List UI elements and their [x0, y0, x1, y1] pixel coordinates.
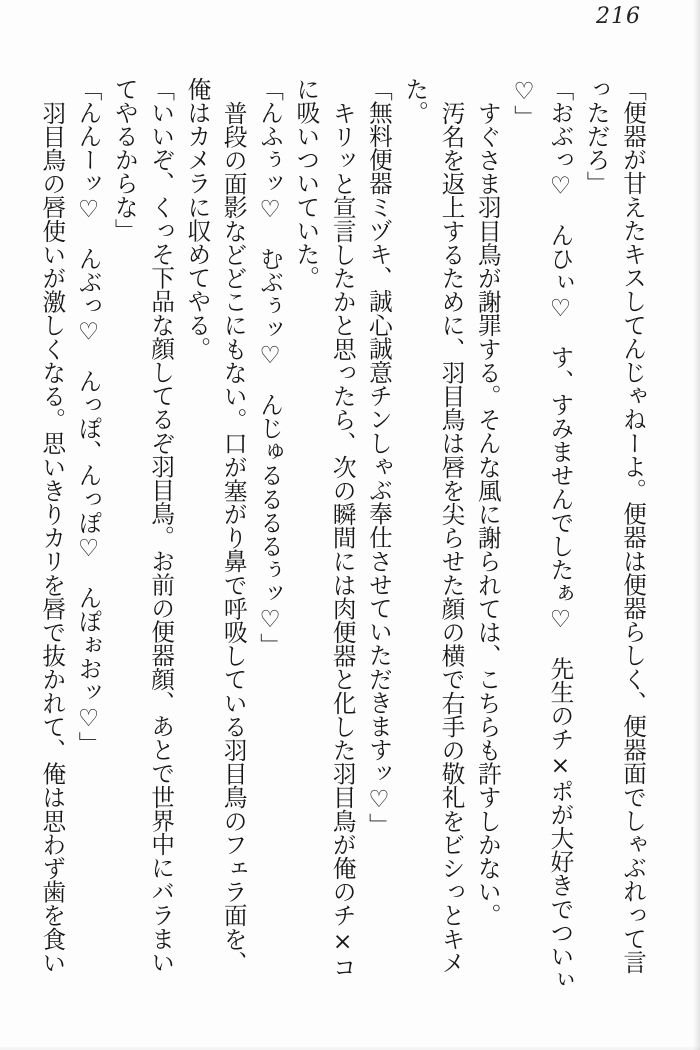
text-line: 「便器が甘えたキスしてんじゃねーよ。便器は便器らしく、便器面でしゃぶれって言	[619, 77, 647, 974]
text-line: 「おぶっ♡ んひぃ♡ す、すみませんでしたぁ♡ 先生のチ×ポが大好きでついぃ	[546, 77, 575, 992]
text-line: 普段の面影などどこにもない。口が塞がり鼻で呼吸している羽目鳥のフェラ面を、	[219, 100, 248, 974]
scan-edge-bottom	[0, 1046, 700, 1050]
text-line: 羽目鳥の唇使いが激しくなる。思いきりカリを唇で抜かれて、俺は思わず歯を食い	[38, 100, 67, 974]
text-line: 「んふぅッ♡ むぶぅッ♡ んじゅるるるるぅッ♡」	[256, 77, 285, 657]
text-line: 汚名を返上するために、羽目鳥は唇を尖らせた顔の横で右手の敬礼をビシっとキメ	[437, 100, 466, 974]
text-line: に吸いついていた。	[292, 77, 321, 290]
text-line: 「いいぞ、くっそ下品な顔してるぞ羽目鳥。お前の便器顔、あとで世界中にバラまい	[147, 77, 176, 974]
text-line: ♡」	[510, 77, 539, 129]
text-line: てやるからな」	[110, 77, 139, 243]
text-line: 俺はカメラに収めてやる。	[183, 77, 212, 361]
scan-edge-right	[693, 0, 700, 1050]
text-line: た。	[401, 77, 430, 125]
text-line: 「無料便器ミヅキ、誠心誠意チンしゃぶ奉仕させていただきますッ♡」	[364, 77, 393, 837]
page-number: 216	[596, 4, 641, 29]
text-line: キリッと宣言したかと思ったら、次の瞬間には肉便器と化した羽目鳥が俺のチ×コ	[328, 100, 357, 979]
text-line: すぐさま羽目鳥が謝罪する。そんな風に謝られては、こちらも許すしかない。	[473, 100, 502, 927]
text-line: 「んんーッ♡ んぶっ♡ んっぽ、んっぽ♡ んぽぉおッ♡」	[74, 77, 103, 756]
text-area	[33, 77, 651, 1007]
text-line: っただろ」	[582, 77, 611, 195]
